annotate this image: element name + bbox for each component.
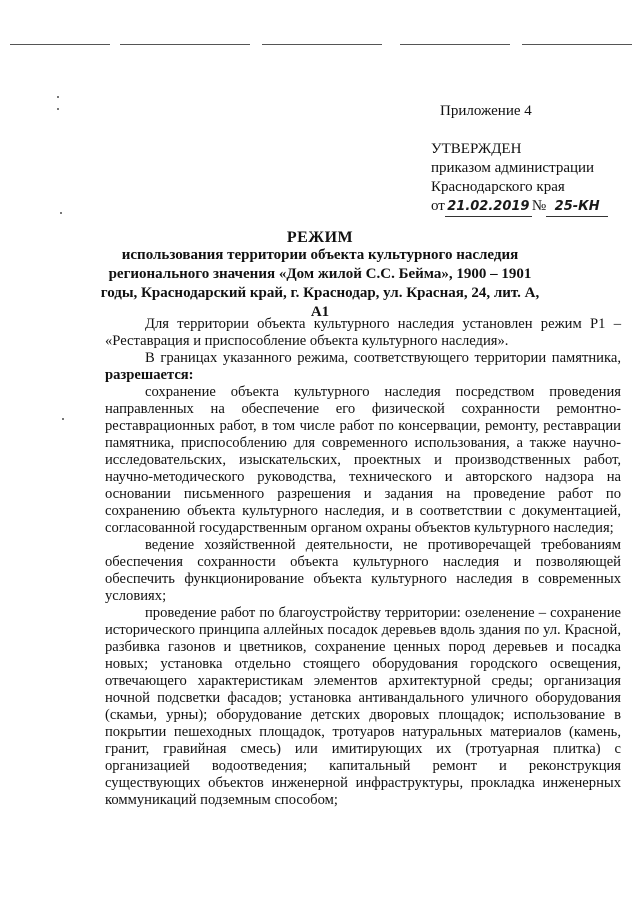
- permitted-intro-text: В границах указанного режима, соответствующего территории памятника,: [145, 350, 621, 366]
- scan-speck: [57, 96, 59, 98]
- paragraph-permitted-intro: [105, 350, 621, 384]
- handwritten-number: 25-КН: [554, 199, 600, 214]
- handwritten-date: 21.02.2019: [447, 199, 530, 214]
- date-prefix: от: [431, 198, 445, 214]
- scan-speck: [62, 418, 64, 420]
- paragraph-regime: Для территории объекта культурного наследия установлен режим Р1 – «Реставрация и приспособление объекта культурного наследия».: [105, 316, 621, 349]
- scan-speck: [60, 212, 62, 214]
- paragraph-preservation: сохранение объекта культурного наследия посредством проведения направленных на обеспечение его физической сохранности ремонтно-реставрационных работ, в том числе работ по консервации, ремонту, реставрации памятника, приспособлению для современного использования, а также научно-исследовательских, изыскательских, проектных и производственных работ, научно-методического руководства, технического и авторского надзора на основании письменного разрешения и задания на проведение работ по сохранению объекта культурного наследия, и в соответствии с документацией, согласованной государственным органом охраны объектов культурного наследия;: [105, 384, 621, 536]
- paragraph-landscaping: проведение работ по благоустройству территории: озеленение – сохранение исторического принципа аллейных посадок деревьев вдоль здания по ул. Красной, разбивка газонов и цветников, сохранение ценных пород деревьев и посадка новых; установка отдельно стоящего оборудования городского освещения, отвечающего характеристикам элементов архитектурной среды; организация ночной подсветки фасадов; установка антивандального уличного оборудования (скамьи, урны); оборудование детских дворовых площадок; использование в покрытии пешеходных площадок, тротуаров натуральных материалов (камень, гранит, гравийная смесь) или имитирующих их (тротуарная плитка) с организацией водоотведения; капитальный ремонт и реконструкция существующих объектов инженерной инфраструктуры, прокладка инженерных коммуникаций подземным способом;: [105, 605, 621, 808]
- document-body: [105, 316, 621, 809]
- approved-label: УТВЕРЖДЕН: [431, 141, 522, 157]
- scan-edge-line: [10, 44, 110, 45]
- permitted-label: разрешается:: [105, 367, 194, 383]
- number-prefix: №: [531, 198, 547, 214]
- scan-edge-line: [120, 44, 250, 45]
- paragraph-economic-activity: ведение хозяйственной деятельности, не противоречащей требованиям обеспечения сохранности объекта культурного наследия и позволяющей обеспечить функционирование объекта культурного наследия в современных условиях;: [105, 537, 621, 604]
- scan-edge-line: [400, 44, 510, 45]
- order-date-line: [431, 197, 631, 217]
- order-line-1: приказом администрации: [431, 160, 595, 176]
- approval-block: [431, 140, 631, 217]
- document-title: РЕЖИМ: [286, 229, 354, 246]
- document-subtitle: использования территории объекта культурного наследия регионального значения «Дом жилой С.С. Бейма», 1900 – 1901 годы, Краснодарский край, г. Краснодар, ул. Красная, 24, лит. А, А1: [100, 247, 540, 320]
- scan-edge-line: [262, 44, 382, 45]
- order-line-2: Краснодарского края: [431, 179, 565, 195]
- scan-speck: [57, 108, 59, 110]
- appendix-label: Приложение 4: [440, 103, 532, 119]
- scan-edge-line: [522, 44, 632, 45]
